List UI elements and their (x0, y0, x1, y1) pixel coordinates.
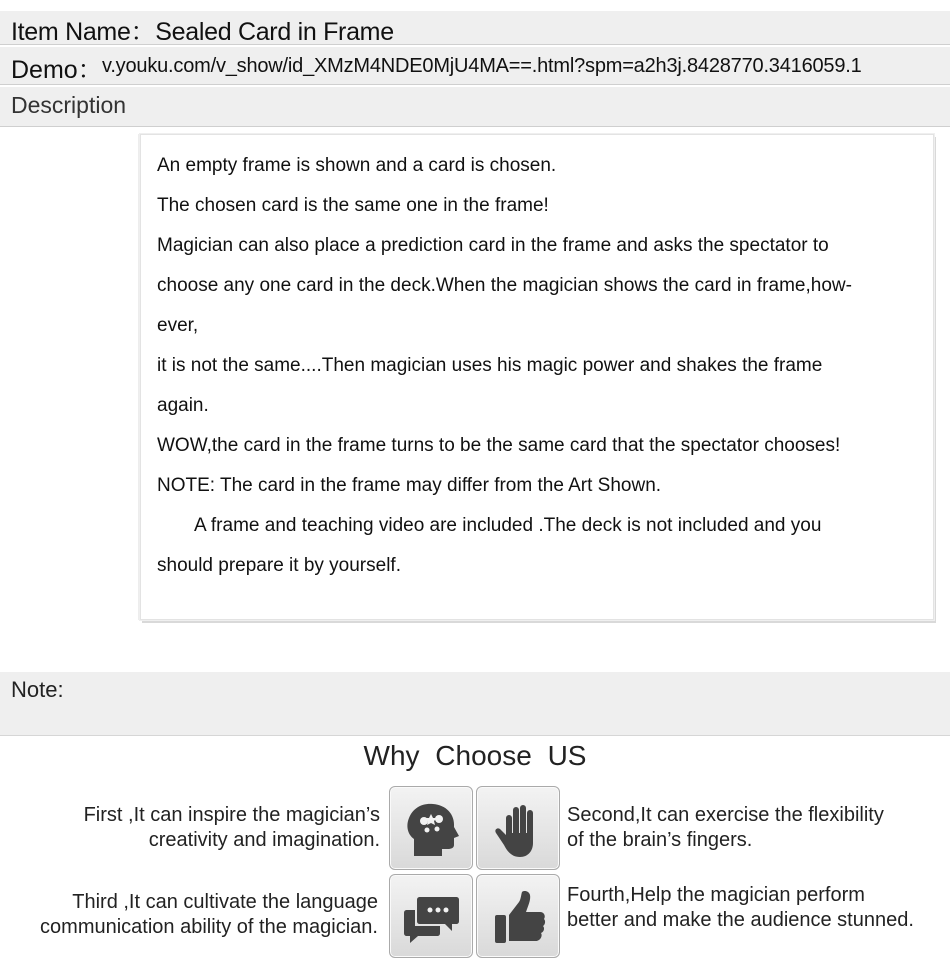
feature-first (84, 803, 380, 853)
note-label: Note: (11, 677, 64, 702)
description-line: ever, (157, 315, 199, 336)
description-box (140, 134, 934, 620)
description-line: An empty frame is shown and a card is chosen. (157, 155, 557, 176)
feature-fourth (567, 883, 914, 933)
note-bar (0, 672, 950, 736)
feature-line: First ,It can inspire the magician’s (83, 804, 380, 826)
description-text (157, 146, 933, 586)
feature-line: communication ability of the magician. (40, 916, 378, 938)
feature-line: of the brain’s fingers. (567, 829, 753, 851)
description-line: it is not the same....Then magician uses his magic power and shakes the frame (157, 355, 823, 376)
feature-line: creativity and imagination. (148, 829, 380, 851)
chat-bubbles-icon (390, 875, 474, 959)
item-name-bar (0, 11, 950, 45)
description-label: Description (11, 92, 127, 118)
brain-head-icon (390, 787, 474, 871)
description-line: The chosen card is the same one in the frame! (157, 195, 549, 216)
description-line: WOW,the card in the frame turns to be the same card that the spectator chooses! (157, 435, 841, 456)
feature-second (567, 803, 884, 853)
item-name: Item Name：Sealed Card in Frame (11, 18, 394, 46)
description-line: NOTE: The card in the frame may differ from the Art Shown. (157, 475, 662, 496)
demo-bar (0, 47, 950, 85)
brain-head-tile (389, 786, 473, 870)
demo-label: Demo： (11, 56, 103, 84)
description-line: again. (157, 395, 209, 416)
feature-line: Second,It can exercise the flexibility (567, 804, 884, 826)
feature-line: Fourth,Help the magician perform (567, 884, 865, 906)
demo-url[interactable]: v.youku.com/v_show/id_XMzM4NDE0MjU4MA==.html?spm=a2h3j.8428770.3416059.1 (102, 55, 862, 77)
thumbs-up-icon (477, 875, 561, 959)
why-choose-us-title: Why Choose US (363, 740, 587, 771)
feature-line: better and make the audience stunned. (567, 909, 914, 931)
chat-tile (389, 874, 473, 958)
thumbs-up-tile (476, 874, 560, 958)
hand-icon (477, 787, 561, 871)
description-line: A frame and teaching video are included .The deck is not included and you (194, 515, 822, 536)
feature-line: Third ,It can cultivate the language (72, 891, 378, 913)
description-bar (0, 87, 950, 127)
description-line: Magician can also place a prediction card in the frame and asks the spectator to (157, 235, 829, 256)
description-line: should prepare it by yourself. (157, 555, 401, 576)
description-line: choose any one card in the deck.When the magician shows the card in frame,how- (157, 275, 852, 296)
hand-tile (476, 786, 560, 870)
feature-third (40, 890, 378, 940)
